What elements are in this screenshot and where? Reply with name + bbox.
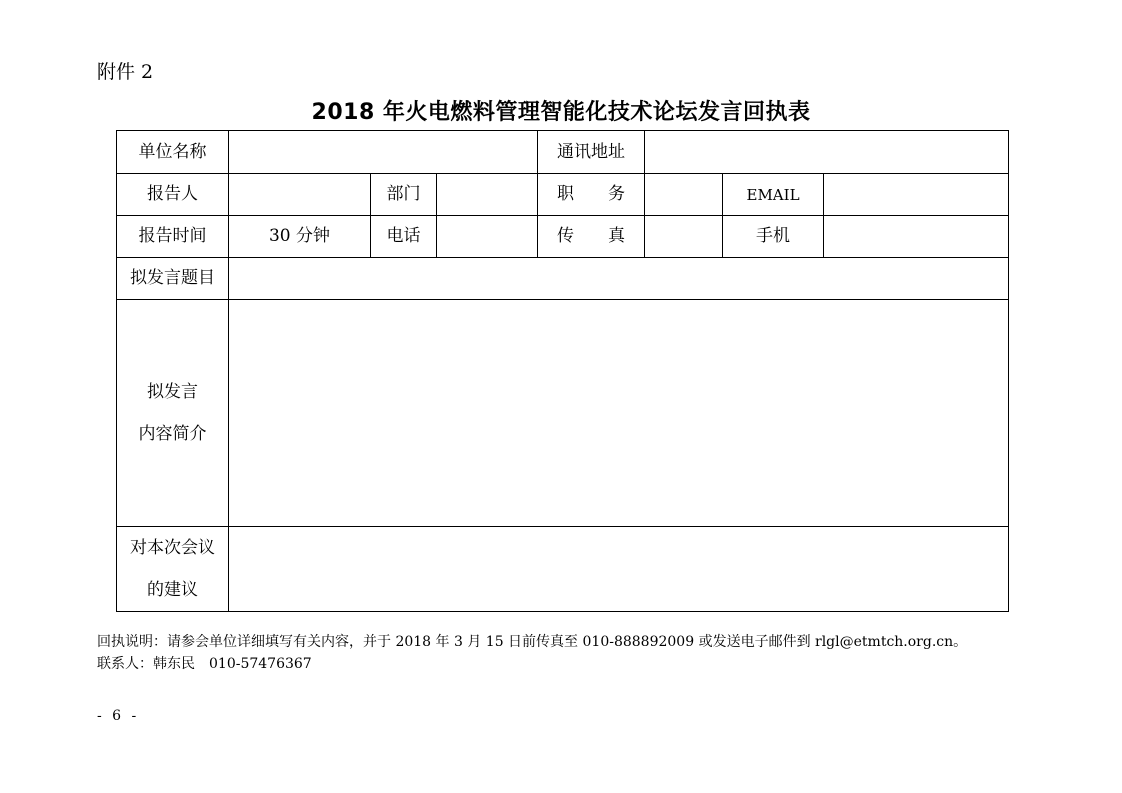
unit-name-field[interactable]	[229, 131, 538, 174]
mobile-field[interactable]	[824, 216, 1009, 258]
summary-label-line2: 内容简介	[138, 424, 207, 444]
notes-block	[97, 631, 967, 675]
address-field[interactable]	[645, 131, 1009, 174]
unit-name-label: 单位名称	[117, 131, 229, 174]
position-field[interactable]	[645, 174, 723, 216]
suggestion-field[interactable]	[229, 527, 1009, 612]
fax-label: 传 真	[538, 216, 645, 258]
topic-label: 拟发言题目	[117, 258, 229, 300]
form-row-suggestion	[117, 527, 1009, 612]
department-field[interactable]	[437, 174, 538, 216]
report-time-value: 30 分钟	[229, 216, 371, 258]
attachment-label: 附件 2	[97, 61, 154, 83]
form-row-reporter	[117, 174, 1009, 216]
suggestion-label-line1: 对本次会议	[130, 538, 215, 558]
form-row-time	[117, 216, 1009, 258]
address-label: 通讯地址	[538, 131, 645, 174]
phone-label: 电话	[371, 216, 437, 258]
suggestion-label-line2: 的建议	[147, 580, 198, 600]
summary-label-line1: 拟发言	[147, 382, 198, 402]
form-row-topic	[117, 258, 1009, 300]
page-number: - 6 -	[97, 708, 140, 724]
form-row-unit	[117, 131, 1009, 174]
reply-form-table	[116, 130, 1009, 612]
report-time-label: 报告时间	[117, 216, 229, 258]
email-field[interactable]	[824, 174, 1009, 216]
reporter-field[interactable]	[229, 174, 371, 216]
summary-label	[117, 300, 229, 527]
phone-field[interactable]	[437, 216, 538, 258]
reporter-label: 报告人	[117, 174, 229, 216]
notes-line1: 回执说明：请参会单位详细填写有关内容，并于 2018 年 3 月 15 日前传真至 010-888892009 或发送电子邮件到 rlgl@etmtch.org.cn。	[97, 634, 968, 650]
page-title: 2018 年火电燃料管理智能化技术论坛发言回执表	[311, 100, 811, 125]
department-label: 部门	[371, 174, 437, 216]
summary-field[interactable]	[229, 300, 1009, 527]
mobile-label: 手机	[723, 216, 824, 258]
email-label: EMAIL	[723, 174, 824, 216]
form-row-summary	[117, 300, 1009, 527]
position-label: 职 务	[538, 174, 645, 216]
contact-line: 联系人：韩东民 010-57476367	[97, 656, 312, 672]
topic-field[interactable]	[229, 258, 1009, 300]
suggestion-label	[117, 527, 229, 612]
fax-field[interactable]	[645, 216, 723, 258]
